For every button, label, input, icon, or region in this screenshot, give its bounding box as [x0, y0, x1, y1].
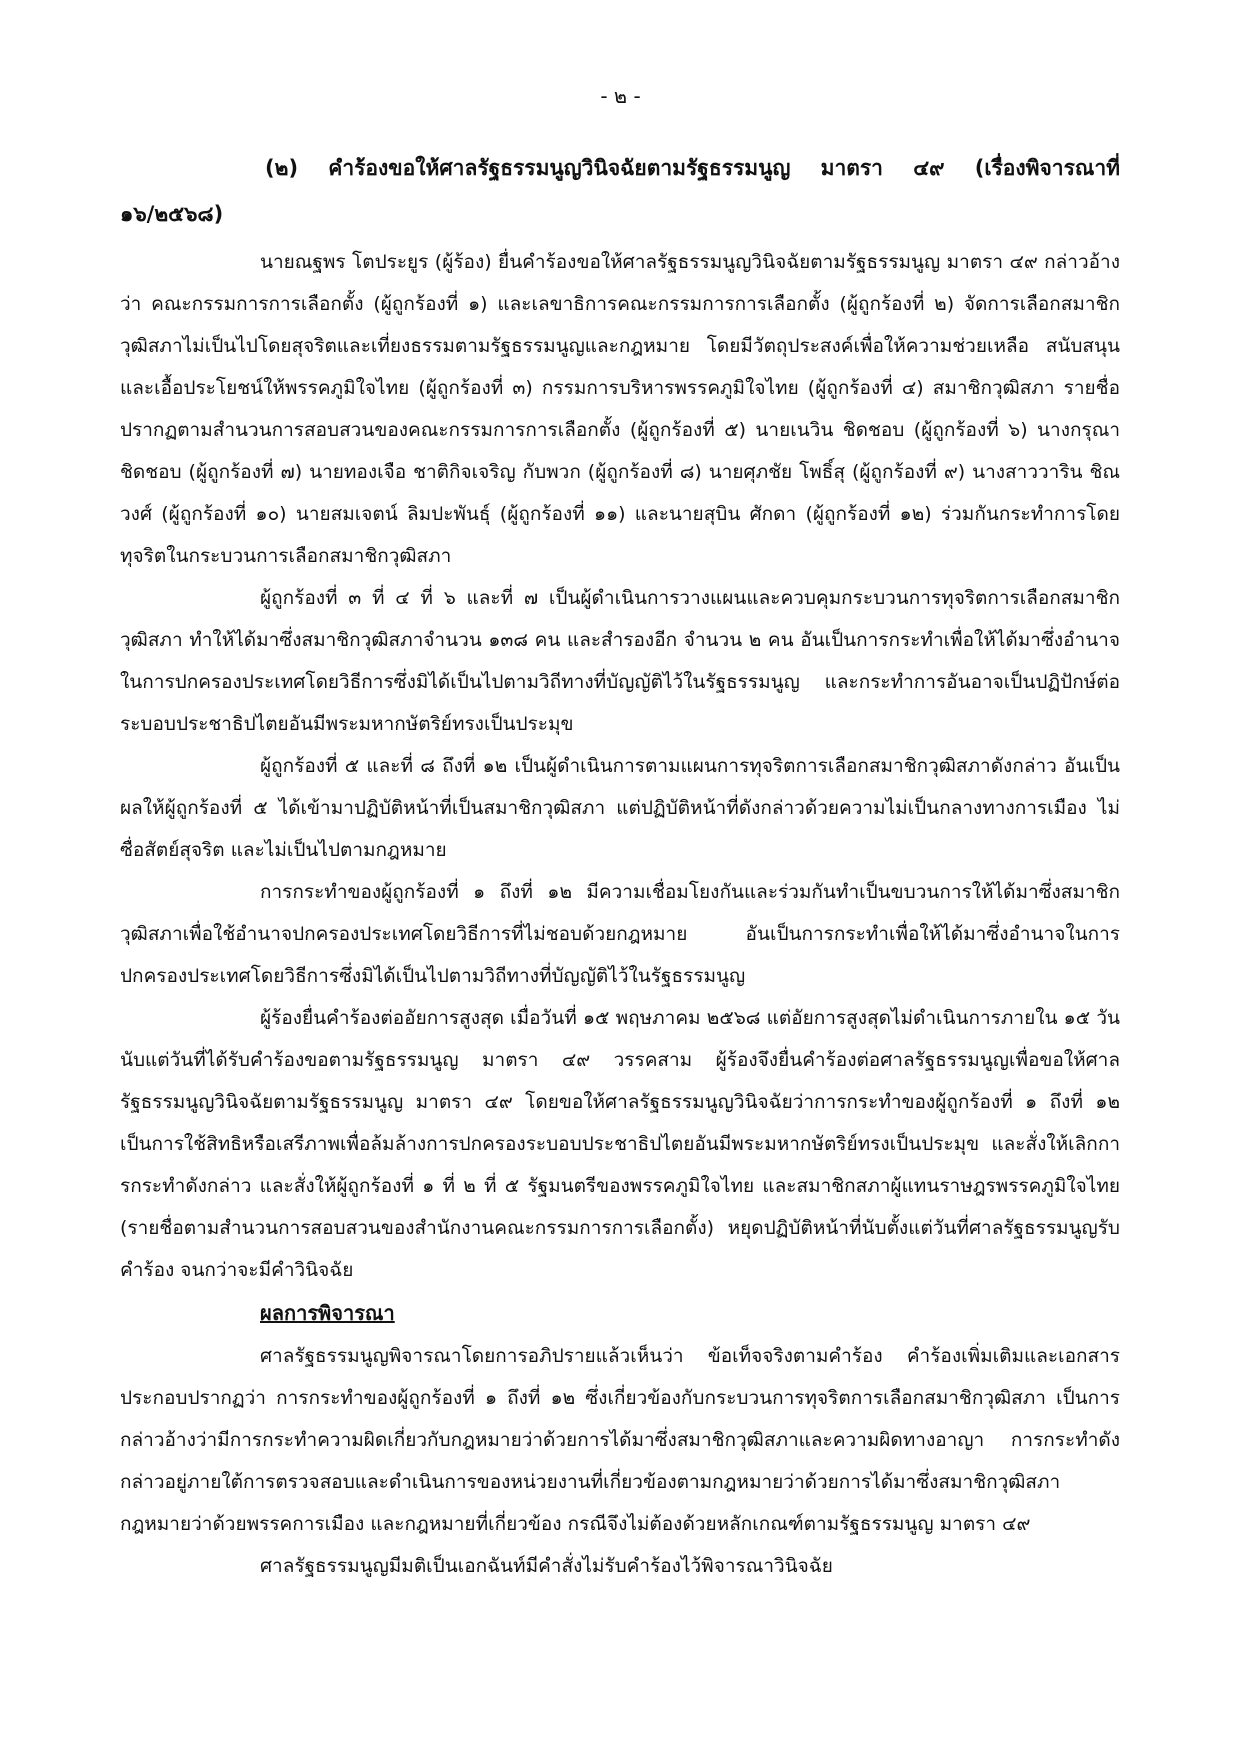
- paragraph-result-decision: ศาลรัฐธรรมนูญมีมติเป็นเอกฉันท์มีคําสั่งไม่รับคําร้องไว้พิจารณาวินิจฉัย: [260, 1555, 833, 1577]
- paragraph-connection: การกระทําของผู้ถูกร้องที่ ๑ ถึงที่ ๑๒ มีความเชื่อมโยงกันและร่วมกันทําเป็นขบวนการให้ได้มาซึ่งสมาชิกวุฒิสภาเพื่อใช้อํานาจปกครองประเทศโดยวิธีการที่ไม่ชอบด้วยกฎหมาย อันเป็นการกระทําเพื่อให้ได้มาซึ่งอํานาจในการปกครองประเทศโดยวิธีการซึ่งมิได้เป็นไปตามวิถีทางที่บัญญัติไว้ในรัฐธรรมนูญ: [120, 881, 1120, 987]
- document-body: [120, 145, 1120, 1587]
- result-heading: ผลการพิจารณา: [260, 1301, 395, 1325]
- paragraph-request: ผู้ร้องยื่นคําร้องต่ออัยการสูงสุด เมื่อวันที่ ๑๕ พฤษภาคม ๒๕๖๘ แต่อัยการสูงสุดไม่ดําเนินการภายใน ๑๕ วัน นับแต่วันที่ได้รับคําร้องขอตามรัฐธรรมนูญ มาตรา ๔๙ วรรคสาม ผู้ร้องจึงยื่นคําร้องต่อศาลรัฐธรรมนูญเพื่อขอให้ศาลรัฐธรรมนูญวินิจฉัยตามรัฐธรรมนูญ มาตรา ๔๙ โดยขอให้ศาลรัฐธรรมนูญวินิจฉัยว่าการกระทําของผู้ถูกร้องที่ ๑ ถึงที่ ๑๒ เป็นการใช้สิทธิหรือเสรีภาพเพื่อล้มล้างการปกครองระบอบประชาธิปไตยอันมีพระมหากษัตริย์ทรงเป็นประมุข และสั่งให้เลิกการกระทําดังกล่าว และสั่งให้ผู้ถูกร้องที่ ๑ ที่ ๒ ที่ ๕ รัฐมนตรีของพรรคภูมิใจไทย และสมาชิกสภาผู้แทนราษฎรพรรคภูมิใจไทย (รายชื่อตามสํานวนการสอบสวนของสํานักงานคณะกรรมการการเลือกตั้ง) หยุดปฏิบัติหน้าที่นับตั้งแต่วันที่ศาลรัฐธรรมนูญรับคําร้อง จนกว่าจะมีคําวินิจฉัย: [120, 1007, 1120, 1281]
- paragraph-planning: ผู้ถูกร้องที่ ๓ ที่ ๔ ที่ ๖ และที่ ๗ เป็นผู้ดําเนินการวางแผนและควบคุมกระบวนการทุจริตการเลือกสมาชิกวุฒิสภา ทําให้ได้มาซึ่งสมาชิกวุฒิสภาจํานวน ๑๓๘ คน และสํารองอีก จํานวน ๒ คน อันเป็นการกระทําเพื่อให้ได้มาซึ่งอํานาจในการปกครองประเทศโดยวิธีการซึ่งมิได้เป็นไปตามวิถีทางที่บัญญัติไว้ในรัฐธรรมนูญ และกระทําการอันอาจเป็นปฏิปักษ์ต่อระบอบประชาธิปไตยอันมีพระมหากษัตริย์ทรงเป็นประมุข: [120, 587, 1120, 735]
- paragraph-result-reasoning: ศาลรัฐธรรมนูญพิจารณาโดยการอภิปรายแล้วเห็นว่า ข้อเท็จจริงตามคําร้อง คําร้องเพิ่มเติมและเอกสารประกอบปรากฏว่า การกระทําของผู้ถูกร้องที่ ๑ ถึงที่ ๑๒ ซึ่งเกี่ยวข้องกับกระบวนการทุจริตการเลือกสมาชิกวุฒิสภา เป็นการกล่าวอ้างว่ามีการกระทําความผิดเกี่ยวกับกฎหมายว่าด้วยการได้มาซึ่งสมาชิกวุฒิสภาและความผิดทางอาญา การกระทําดังกล่าวอยู่ภายใต้การตรวจสอบและดําเนินการของหน่วยงานที่เกี่ยวข้องตามกฎหมายว่าด้วยการได้มาซึ่งสมาชิกวุฒิสภา กฎหมายว่าด้วยพรรคการเมือง และกฎหมายที่เกี่ยวข้อง กรณีจึงไม่ต้องด้วยหลักเกณฑ์ตามรัฐธรรมนูญ มาตรา ๔๙: [120, 1345, 1120, 1535]
- paragraph-petition: นายณฐพร โตประยูร (ผู้ร้อง) ยื่นคําร้องขอให้ศาลรัฐธรรมนูญวินิจฉัยตามรัฐธรรมนูญ มาตรา ๔๙ กล่าวอ้างว่า คณะกรรมการการเลือกตั้ง (ผู้ถูกร้องที่ ๑) และเลขาธิการคณะกรรมการการเลือกตั้ง (ผู้ถูกร้องที่ ๒) จัดการเลือกสมาชิกวุฒิสภาไม่เป็นไปโดยสุจริตและเที่ยงธรรมตามรัฐธรรมนูญและกฎหมาย โดยมีวัตถุประสงค์เพื่อให้ความช่วยเหลือ สนับสนุน และเอื้อประโยชน์ให้พรรคภูมิใจไทย (ผู้ถูกร้องที่ ๓) กรรมการบริหารพรรคภูมิใจไทย (ผู้ถูกร้องที่ ๔) สมาชิกวุฒิสภา รายชื่อปรากฏตามสํานวนการสอบสวนของคณะกรรมการการเลือกตั้ง (ผู้ถูกร้องที่ ๕) นายเนวิน ชิดชอบ (ผู้ถูกร้องที่ ๖) นางกรุณา ชิดชอบ (ผู้ถูกร้องที่ ๗) นายทองเจือ ชาติกิจเจริญ กับพวก (ผู้ถูกร้องที่ ๘) นายศุภชัย โพธิ์สุ (ผู้ถูกร้องที่ ๙) นางสาววาริน ชิณวงศ์ (ผู้ถูกร้องที่ ๑๐) นายสมเจตน์ ลิมปะพันธุ์ (ผู้ถูกร้องที่ ๑๑) และนายสุบิน ศักดา (ผู้ถูกร้องที่ ๑๒) ร่วมกันกระทําการโดยทุจริตในกระบวนการเลือกสมาชิกวุฒิสภา: [120, 251, 1120, 567]
- page-number: - ๒ -: [600, 84, 641, 108]
- case-heading: (๒) คําร้องขอให้ศาลรัฐธรรมนูญวินิจฉัยตามรัฐธรรมนูญ มาตรา ๔๙ (เรื่องพิจารณาที่ ๑๖/๒๕๖๘): [120, 156, 1120, 226]
- paragraph-execution: ผู้ถูกร้องที่ ๕ และที่ ๘ ถึงที่ ๑๒ เป็นผู้ดําเนินการตามแผนการทุจริตการเลือกสมาชิกวุฒิสภาดังกล่าว อันเป็นผลให้ผู้ถูกร้องที่ ๕ ได้เข้ามาปฏิบัติหน้าที่เป็นสมาชิกวุฒิสภา แต่ปฏิบัติหน้าที่ดังกล่าวด้วยความไม่เป็นกลางทางการเมือง ไม่ซื่อสัตย์สุจริต และไม่เป็นไปตามกฎหมาย: [120, 755, 1120, 861]
